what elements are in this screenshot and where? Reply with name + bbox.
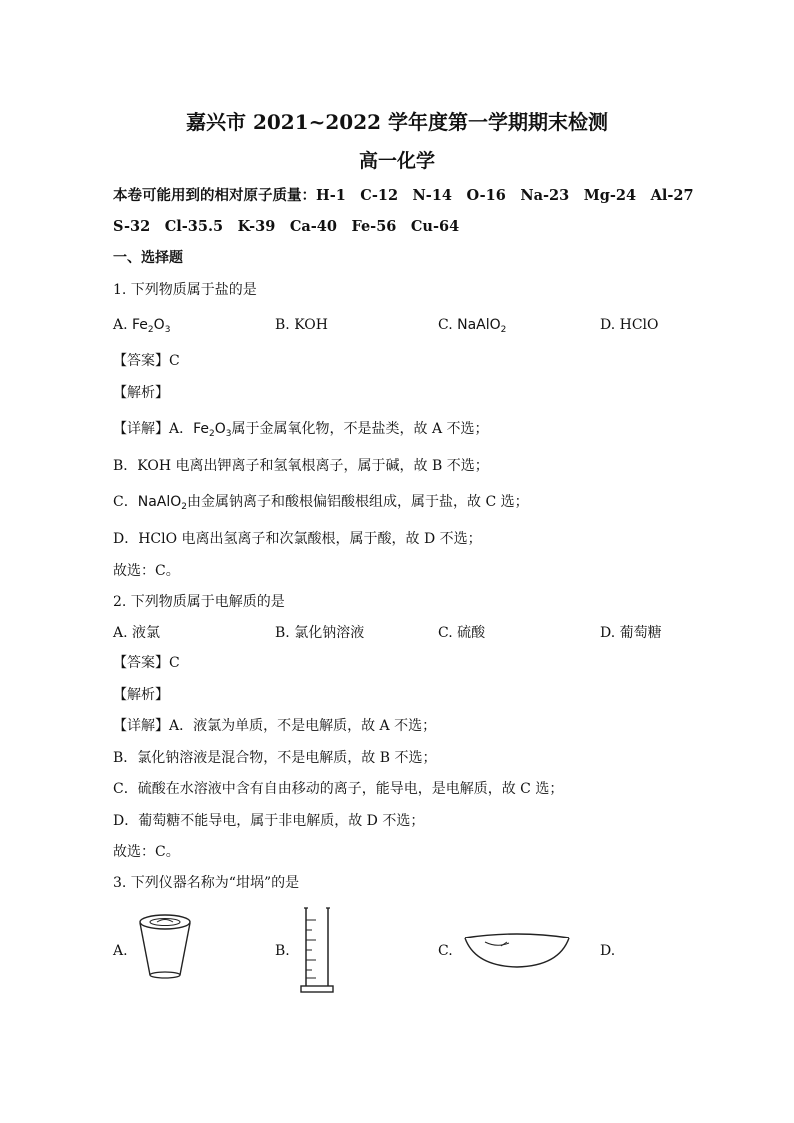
q2-detail-b: B．氯化钠溶液是混合物，不是电解质，故 B 不选； (113, 750, 437, 766)
q2-stem: 2. 下列物质属于电解质的是 (113, 594, 285, 610)
atomic-mass-line-2: S-32 Cl-35.5 K-39 Ca-40 Fe-56 Cu-64 (113, 218, 460, 235)
q2-detail-d: D．葡萄糖不能导电，属于非电解质，故 D 不选； (113, 813, 425, 829)
section-heading: 一、选择题 (113, 250, 183, 266)
q3-option-a-label: A. (113, 943, 128, 959)
q3-option-c-label: C. (438, 943, 453, 959)
q1-answer: 【答案】C (113, 353, 180, 369)
q1-option-a-label: A. (113, 317, 128, 333)
q2-detail-a: 【详解】A．液氯为单质，不是电解质，故 A 不选； (113, 718, 437, 734)
q1-option-c-formula: NaAlO$_2$ (457, 317, 507, 335)
q1-detail-d: D．HClO 电离出氢离子和次氯酸根，属于酸，故 D 不选； (113, 531, 482, 547)
q1-option-d: D. HClO (600, 317, 659, 333)
graduated-cylinder-image (300, 906, 336, 994)
exam-subtitle: 高一化学 (358, 150, 435, 172)
q2-option-a: A. 液氯 (113, 625, 161, 641)
q1-detail-c-formula: NaAlO$_2$ (137, 494, 187, 512)
q1-detail-a-formula: $Fe_2O_3$ (193, 421, 232, 439)
crucible-image (137, 912, 193, 980)
q1-option-a-formula: $Fe_2O_3$ (132, 317, 171, 335)
q2-option-d: D. 葡萄糖 (600, 625, 662, 641)
q3-option-b-label: B. (275, 943, 290, 959)
exam-title: 嘉兴市 2021~2022 学年度第一学期期末检测 (185, 110, 608, 134)
q2-option-b: B. 氯化钠溶液 (275, 625, 365, 641)
q2-option-c: C. 硫酸 (438, 625, 486, 641)
q1-detail-b: B．KOH 电离出钾离子和氢氧根离子，属于碱，故 B 不选； (113, 458, 489, 474)
q2-conclusion: 故选：C。 (113, 844, 180, 860)
q1-analysis-heading: 【解析】 (113, 385, 169, 401)
q1-option-b: B. KOH (275, 317, 328, 333)
q1-detail-c: C．NaAlO$_2$由金属钠离子和酸根偏铝酸根组成，属于盐，故 C 选； (113, 494, 529, 512)
q2-analysis-heading: 【解析】 (113, 687, 169, 703)
q1-option-a (113, 315, 170, 335)
q1-detail-a: 【详解】A．$Fe_2O_3$属于金属氧化物，不是盐类，故 A 不选； (113, 421, 489, 439)
q1-option-c (438, 315, 506, 335)
q1-option-c-label: C. (438, 317, 453, 333)
q1-conclusion: 故选：C。 (113, 563, 180, 579)
q2-answer: 【答案】C (113, 655, 180, 671)
q1-stem: 1. 下列物质属于盐的是 (113, 282, 257, 298)
q2-detail-c: C．硫酸在水溶液中含有自由移动的离子，能导电，是电解质，故 C 选； (113, 781, 564, 797)
q3-option-d-label: D. (600, 943, 616, 959)
evaporating-dish-image (461, 926, 573, 970)
atomic-mass-line-1: 本卷可能用到的相对原子质量：H-1 C-12 N-14 O-16 Na-23 Mg-24 Al-27 (113, 187, 694, 204)
q3-stem: 3. 下列仪器名称为“坩埚”的是 (113, 875, 300, 891)
